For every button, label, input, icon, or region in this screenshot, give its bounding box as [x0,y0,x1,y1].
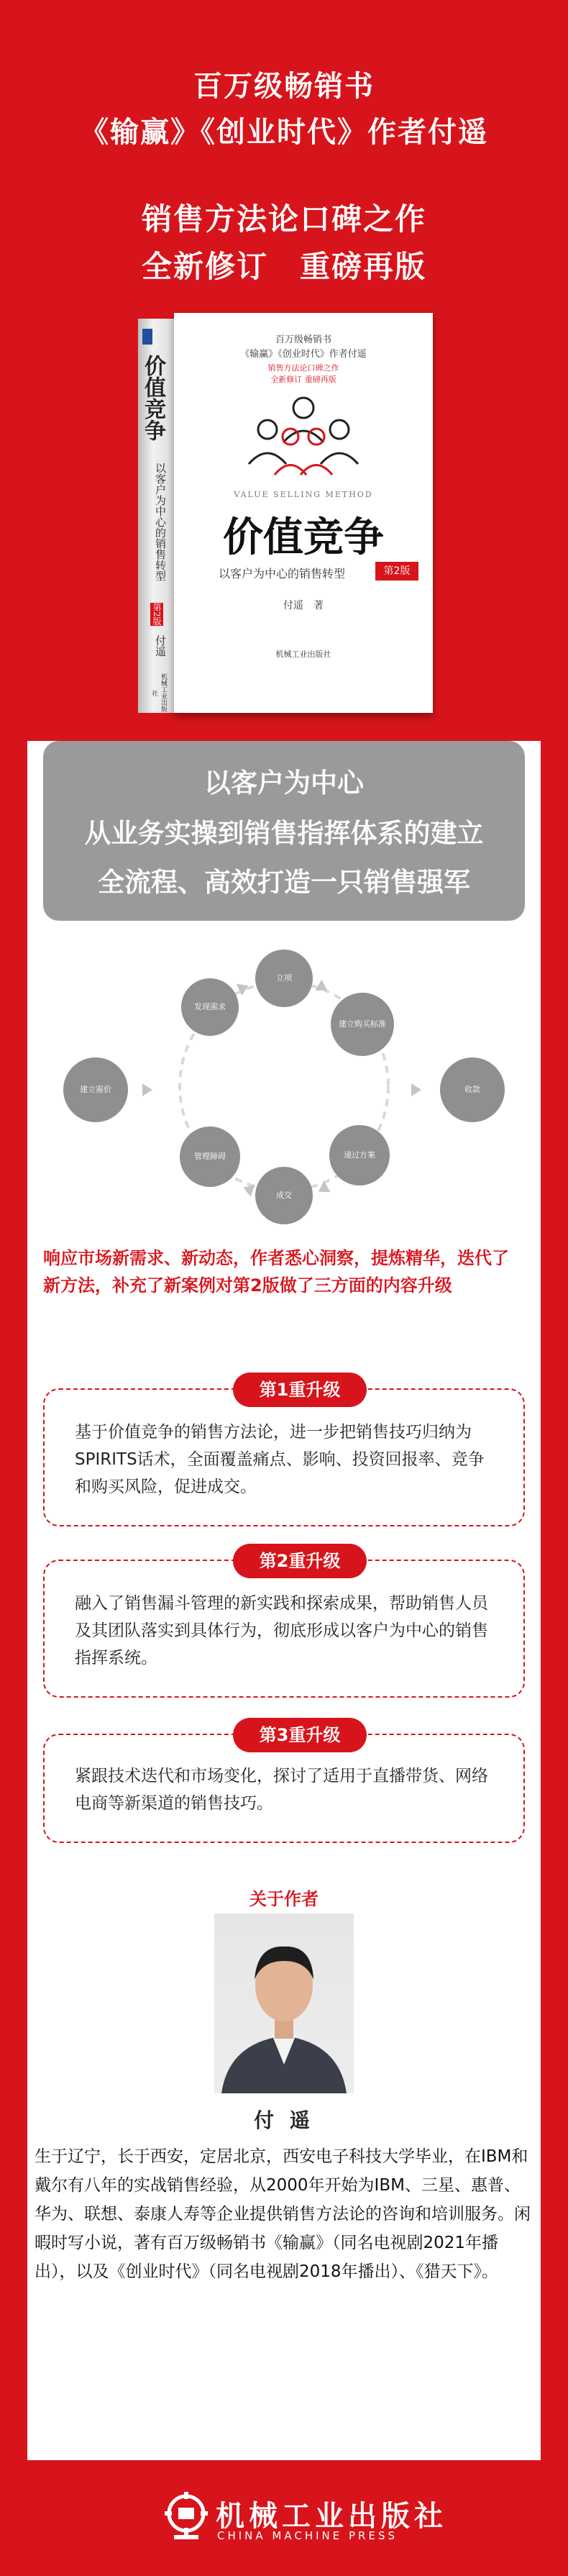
spine-subtitle: 以客户为中心的销售转型 [154,463,167,581]
banner-line-1: 以客户为中心 [204,768,364,798]
upgrade-box-1 [43,1380,525,1526]
arrow-icon [411,1083,421,1096]
cover-publisher: 机械工业出版社 [275,650,331,659]
hero-line-1: 百万级畅销书 [193,69,375,103]
cover-blurb-2: 《输赢》《创业时代》作者付遥 [240,349,367,360]
cover-blurb-3: 销售方法论口碑之作 [267,363,339,373]
publisher-name-cn: 机械工业出版社 [216,2500,447,2533]
spine-edition: 第2版 [152,603,162,626]
upgrade-text-2: 融入了销售漏斗管理的新实践和探索成果，帮助销售人员及其团队落实到具体行为，彻底形成以客户为中心的销售指挥系统。 [75,1594,488,1667]
cover-title: 价值竞争 [223,514,384,561]
hero-line-2: 《输赢》《创业时代》作者付遥 [80,115,488,149]
node-establish: 立项 [255,950,313,1007]
hero-line-4: 全新修订 重磅再版 [141,249,426,284]
author-name: 付 遥 [254,2108,314,2132]
upgrade-tag-3: 第3重升级 [233,1718,367,1752]
cover-en-title: VALUE SELLING METHOD [234,490,373,499]
arrow-icon [142,1083,152,1096]
node-discover: 发现需求 [181,978,239,1036]
upgrade-text-1: 基于价值竞争的销售方法论，进一步把销售技巧归纳为SPIRITS话术，全面覆盖痛点、影响、投资回报率、竞争和购买风险，促进成交。 [75,1423,485,1496]
cover-blurb-1: 百万级畅销书 [275,334,331,345]
publisher-name-en: CHINA MACHINE PRESS [217,2529,398,2542]
hero-line-3: 销售方法论口碑之作 [141,201,426,237]
banner-line-2: 从业务实操到销售指挥体系的建立 [84,818,484,849]
upgrade-intro: 响应市场新需求、新动态，作者悉心洞察，提炼精华，迭代了新方法，补充了新案例对第2版做了三方面的内容升级 [43,1248,509,1296]
people-illustration-icon [239,392,368,486]
cover-edition-badge: 第2版 [375,562,418,581]
spine-title: 价值竞争 [140,355,165,441]
sales-cycle-diagram [27,935,541,1237]
node-start: 建立需价 [63,1057,128,1122]
cover-blurb-4: 全新修订 重磅再版 [270,375,336,384]
content-panel [27,741,541,2460]
upgrade-tag-1: 第1重升级 [233,1373,367,1407]
cover-author: 付遥 著 [283,600,324,611]
node-standard: 建立购买标准 [331,993,394,1056]
upgrade-box-2 [43,1551,525,1698]
node-proposal: 递过方案 [329,1125,390,1185]
book-spine [138,319,175,713]
node-manage: 管理障碍 [180,1127,240,1187]
upgrade-box-3 [43,1725,525,1843]
book-cover [174,313,433,713]
banner-line-3: 全流程、高效打造一只销售强军 [98,867,470,898]
author-portrait-icon [214,1913,354,2093]
publisher-logo [151,2489,447,2547]
spine-publisher: 机械工业出版社 [150,673,167,712]
upgrade-text-3: 紧跟技术迭代和市场变化，探讨了适用于直播带货、网络电商等新渠道的销售技巧。 [75,1767,488,1813]
spine-author: 付遥 [154,635,167,657]
node-end: 收款 [440,1057,505,1122]
hero-section [0,0,568,719]
book-image [138,313,433,716]
upgrade-tag-2: 第2重升级 [233,1544,367,1578]
author-bio: 生于辽宁，长于西安，定居北京，西安电子科技大学毕业，在IBM和戴尔有八年的实战销售经验，从2000年开始为IBM、三星、惠普、华为、联想、泰康人寿等企业提供销售方法论的咨询和培训服务。闲暇时写小说，著有百万级畅销书《输赢》（同名电视剧2021年播出），以及《创业时代》（同名电视剧2018年播出）、《猎天下》。 [35,2147,531,2281]
author-photo [214,1913,354,2093]
cover-subtitle: 以客户为中心的销售转型 [218,567,345,581]
publisher-emblem-icon [164,2492,209,2541]
node-deal: 成交 [255,1167,313,1224]
author-heading: 关于作者 [249,1889,319,1909]
spine-logo-icon [142,329,152,345]
value-banner [43,741,525,921]
